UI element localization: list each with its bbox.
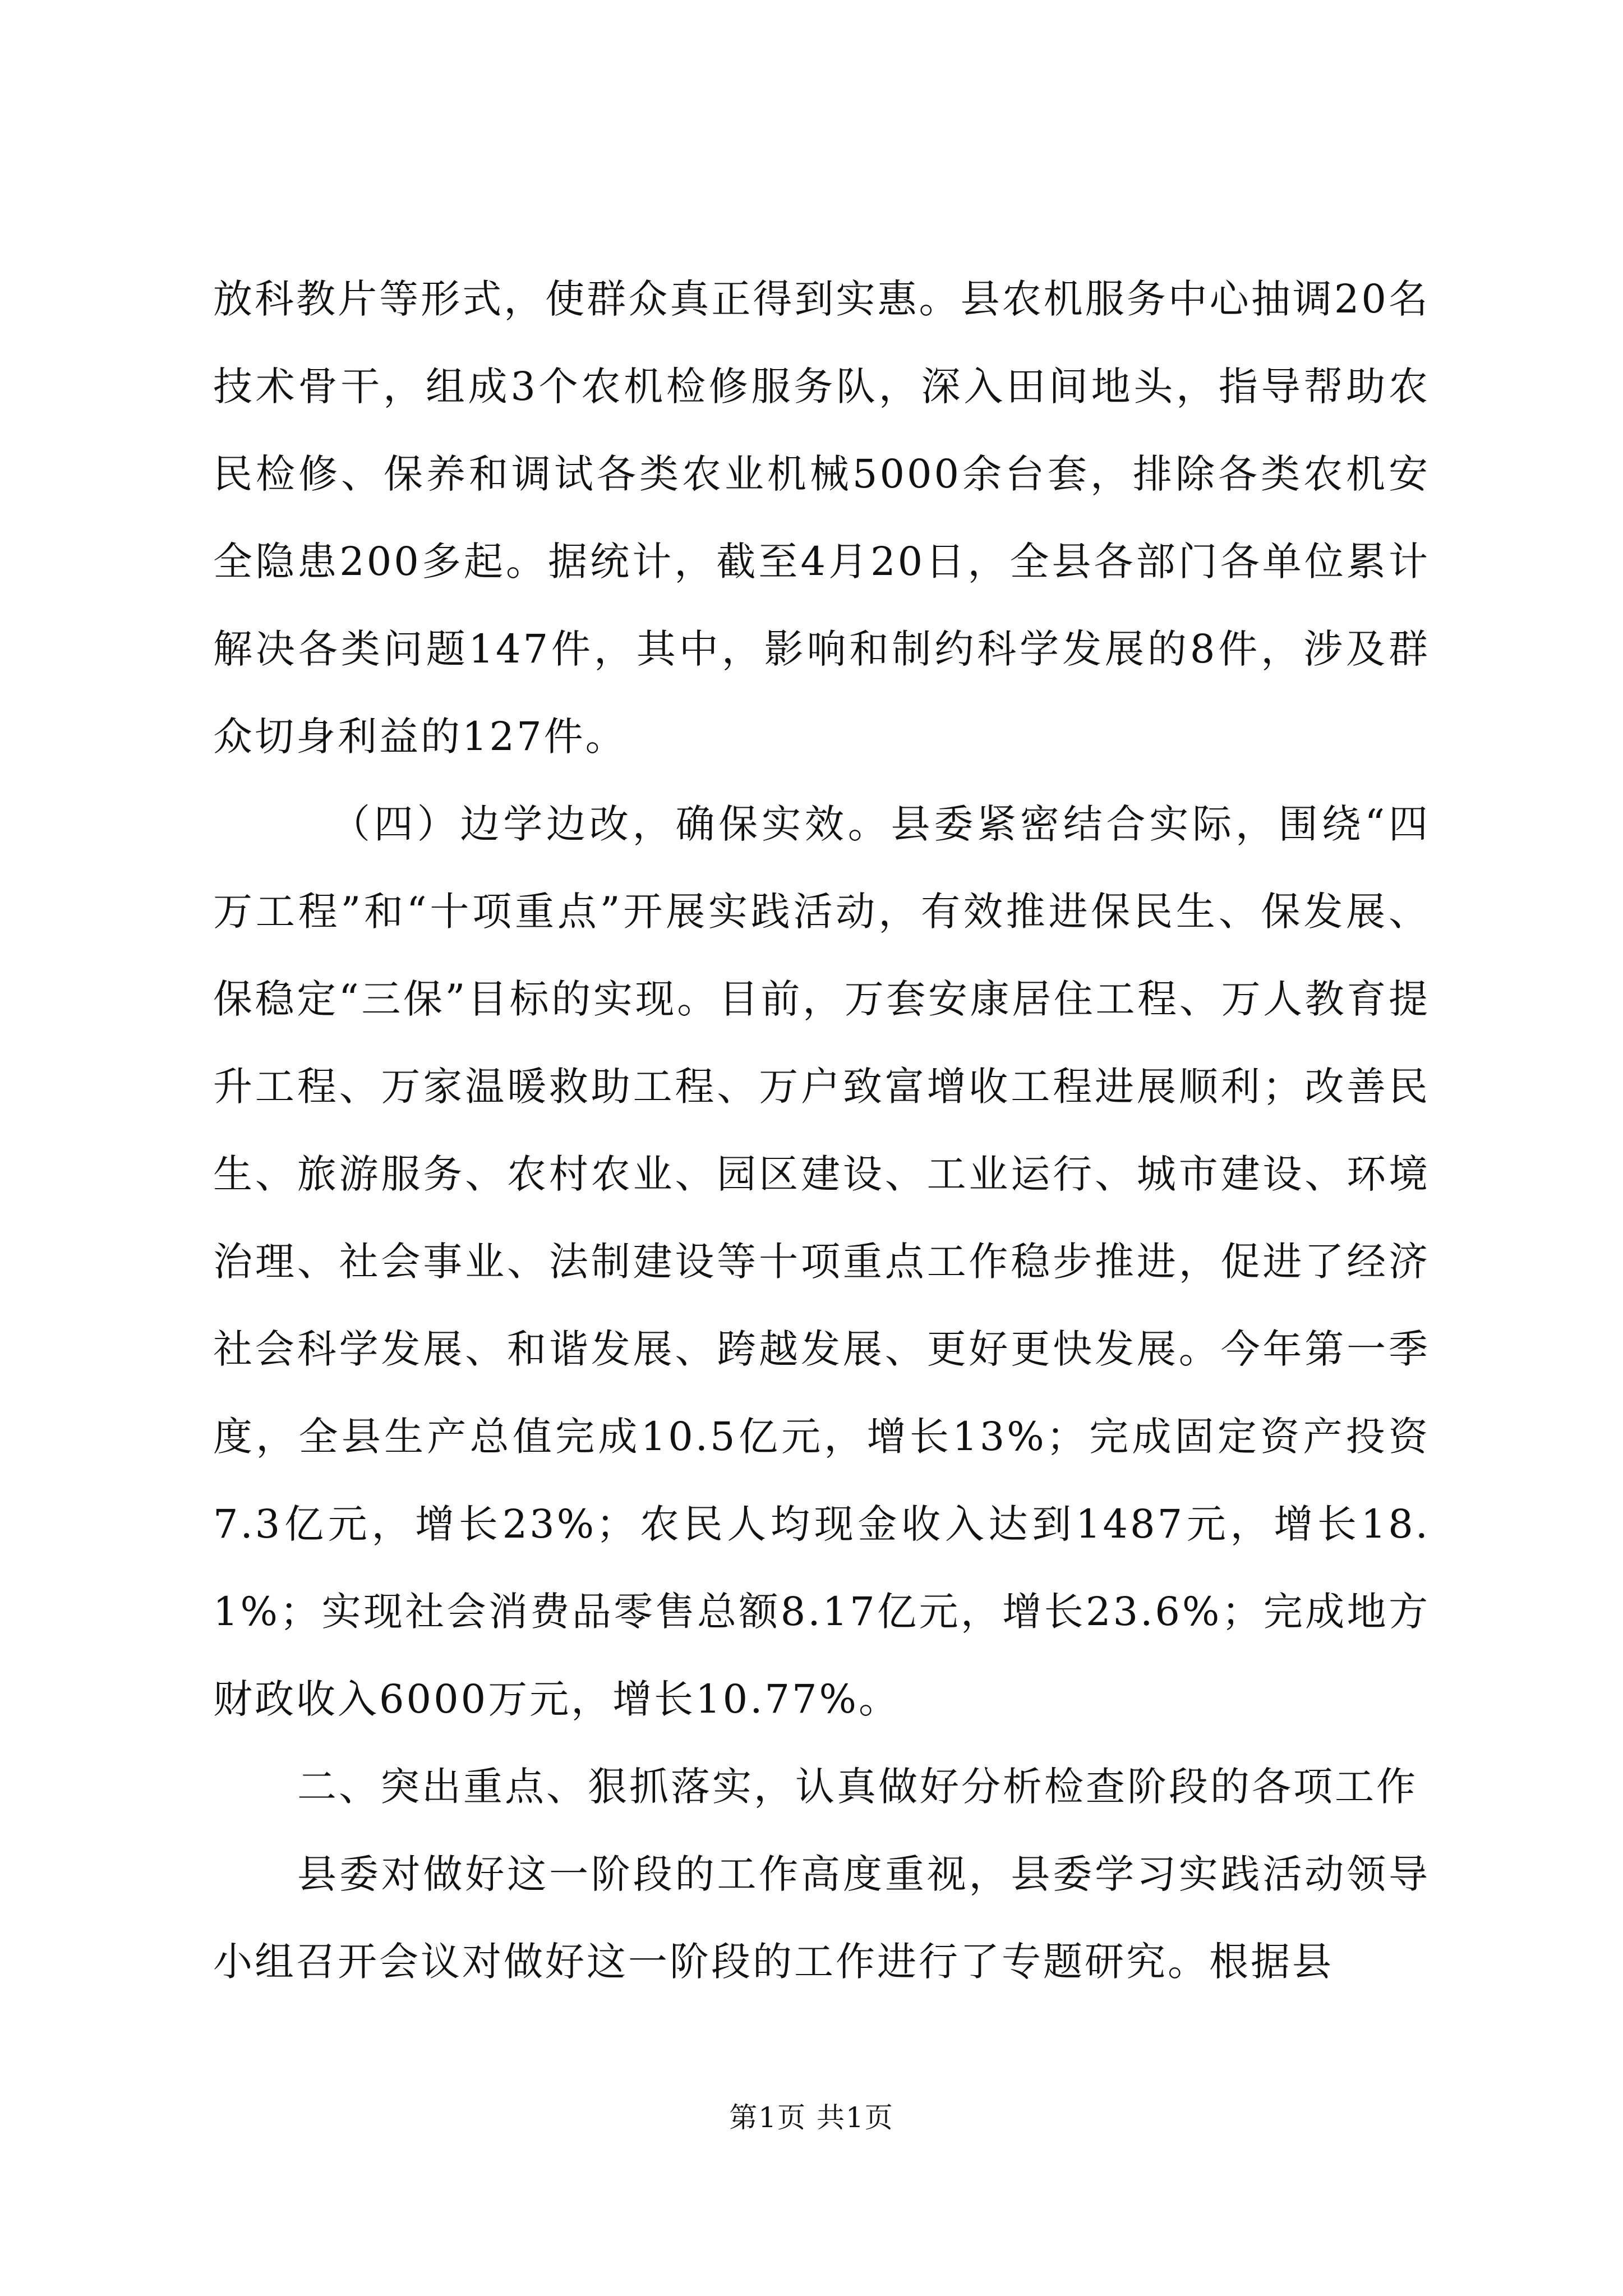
- document-body: [213, 255, 1430, 2005]
- paragraph-section-four: （四）边学边改，确保实效。县委紧密结合实际，围绕“四万工程”和“十项重点”开展实践活动，有效推进保民生、保发展、保稳定“三保”目标的实现。目前，万套安康居住工程、万人教育提升工程、万家温暖救助工程、万户致富增收工程进展顺利；改善民生、旅游服务、农村农业、园区建设、工业运行、城市建设、环境治理、社会事业、法制建设等十项重点工作稳步推进，促进了经济社会科学发展、和谐发展、跨越发展、更好更快发展。今年第一季度，全县生产总值完成10.5亿元，增长13%；完成固定资产投资7.3亿元，增长23%；农民人均现金收入达到1487元，增长18.1%；实现社会消费品零售总额8.17亿元，增长23.6%；完成地方财政收入6000万元，增长10.77%。: [213, 801, 1430, 1722]
- section-heading-two: 二、突出重点、狠抓落实，认真做好分析检查阶段的各项工作: [297, 1764, 1418, 1810]
- paragraph-continued: 放科教片等形式，使群众真正得到实惠。县农机服务中心抽调20名技术骨干，组成3个农机检修服务队，深入田间地头，指导帮助农民检修、保养和调试各类农业机械5000余台套，排除各类农机安全隐患200多起。据统计，截至4月20日，全县各部门各单位累计解决各类问题147件，其中，影响和制约科学发展的8件，涉及群众切身利益的127件。: [213, 276, 1430, 760]
- paragraph-county-committee: 县委对做好这一阶段的工作高度重视，县委学习实践活动领导小组召开会议对做好这一阶段的工作进行了专题研究。根据县: [213, 1851, 1430, 1985]
- page-footer: 第1页 共1页: [729, 2101, 894, 2134]
